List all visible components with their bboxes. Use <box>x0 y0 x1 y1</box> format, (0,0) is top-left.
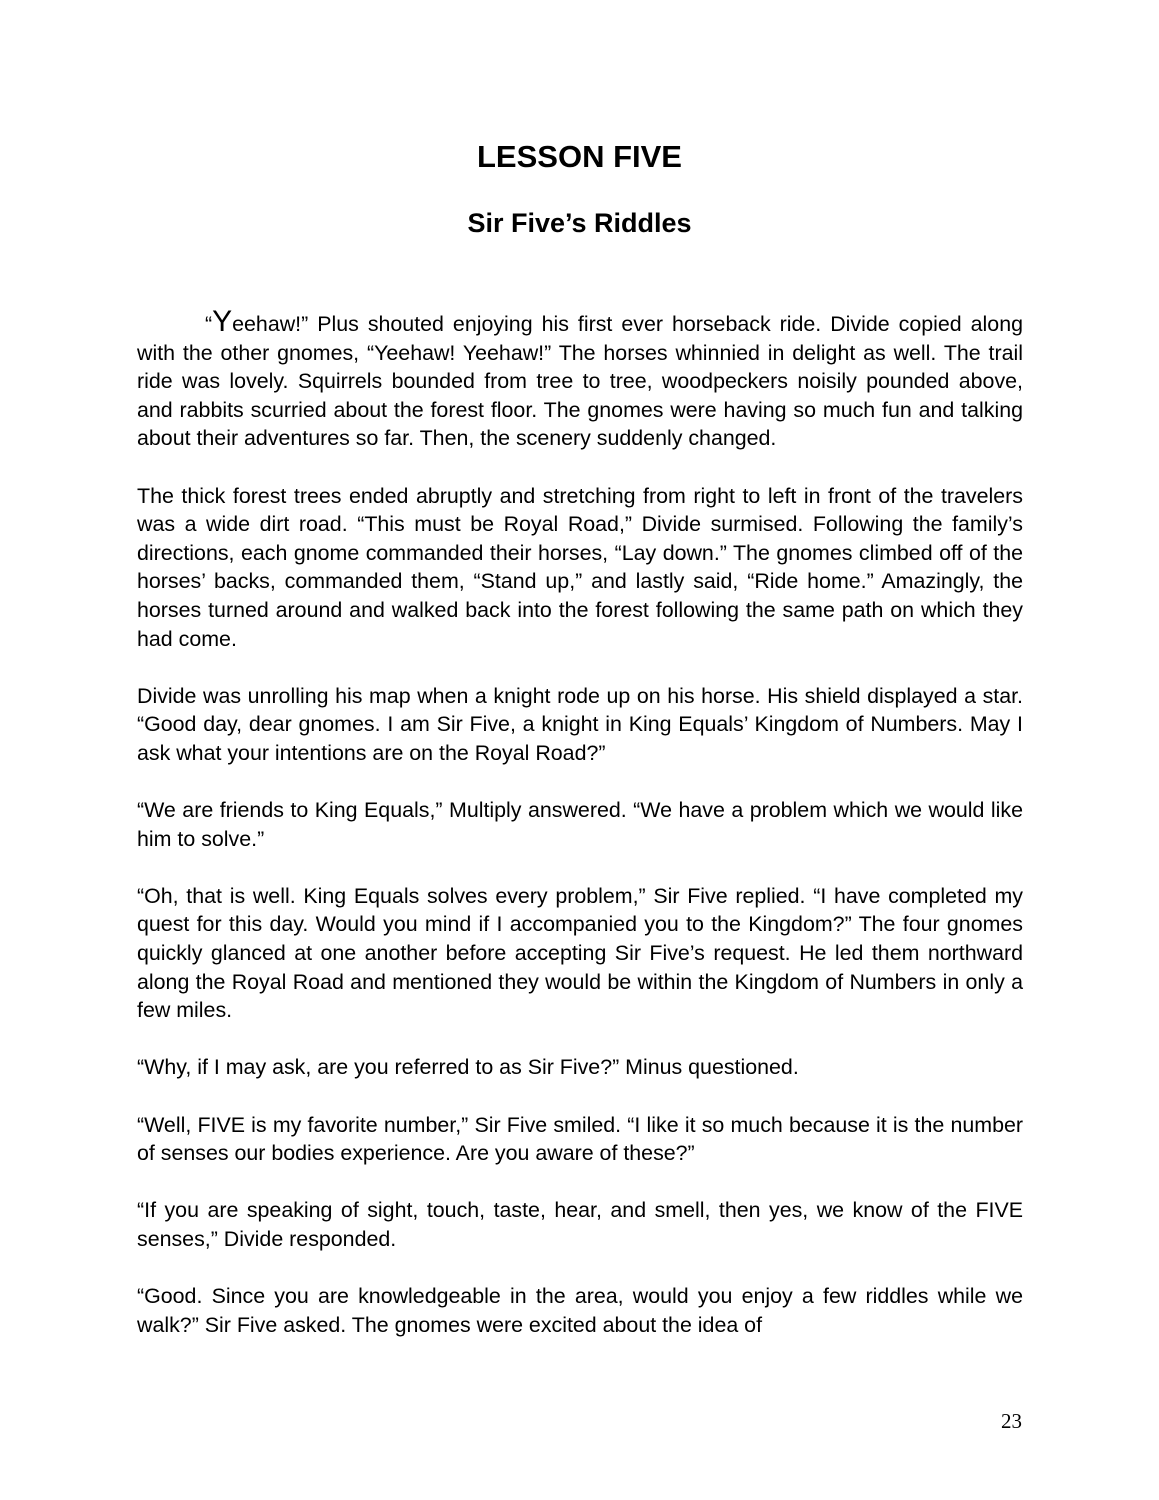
open-quote: “ <box>205 312 213 336</box>
chapter-title: Sir Five’s Riddles <box>467 208 692 238</box>
body-text <box>137 305 1023 1339</box>
paragraph-2: The thick forest trees ended abruptly and stretching from right to left in front of the travelers was a wide dirt road. “This must be Royal Road,” Divide surmised. Following the family’s directions, each gnome commanded their horses, “Lay down.” The gnomes climbed off of the horses’ backs, commanded them, “Stand up,” and lastly said, “Ride home.” Amazingly, the horses turned around and walked back into the forest following the same path on which they had come. <box>137 483 1023 651</box>
paragraph-4: “We are friends to King Equals,” Multiply answered. “We have a problem which we would like him to solve.” <box>137 798 1023 851</box>
paragraph-3: Divide was unrolling his map when a knight rode up on his horse. His shield displayed a star. “Good day, dear gnomes. I am Sir Five, a knight in King Equals’ Kingdom of Numbers. May I ask what your intentions are on the Royal Road?” <box>137 683 1023 765</box>
paragraph-7: “Well, FIVE is my favorite number,” Sir Five smiled. “I like it so much because it is the number of senses our bodies experience. Are you aware of these?” <box>137 1112 1023 1166</box>
paragraph-9: “Good. Since you are knowledgeable in the area, would you enjoy a few riddles while we walk?” Sir Five asked. The gnomes were excited about the idea of <box>137 1284 1023 1337</box>
paragraph-8: “If you are speaking of sight, touch, taste, hear, and smell, then yes, we know of the FIVE senses,” Divide responded. <box>137 1198 1023 1251</box>
paragraph-5: “Oh, that is well. King Equals solves every problem,” Sir Five replied. “I have completed my quest for this day. Would you mind if I accompanied you to the Kingdom?” The four gnomes quickly glanced at one another before accepting Sir Five’s request. He led them northward along the Royal Road and mentioned they would be within the Kingdom of Numbers in only a few miles. <box>137 883 1023 1023</box>
drop-cap: Y <box>212 305 233 338</box>
paragraph-1-text: eehaw!” Plus shouted enjoying his first ever horseback ride. Divide copied along with the other gnomes, “Yeehaw! Yeehaw!” The horses whinnied in delight as well. The trail ride was lovely. Squirrels bounded from tree to tree, woodpeckers noisily pounded above, and rabbits scurried about the forest floor. The gnomes were having so much fun and talking about their adventures so far. Then, the scenery suddenly changed. <box>137 312 1023 451</box>
paragraph-6: “Why, if I may ask, are you referred to as Sir Five?” Minus questioned. <box>137 1055 799 1080</box>
page-number: 23 <box>1001 1409 1022 1433</box>
lesson-title: LESSON FIVE <box>477 139 682 174</box>
paragraph-1 <box>137 305 1023 453</box>
